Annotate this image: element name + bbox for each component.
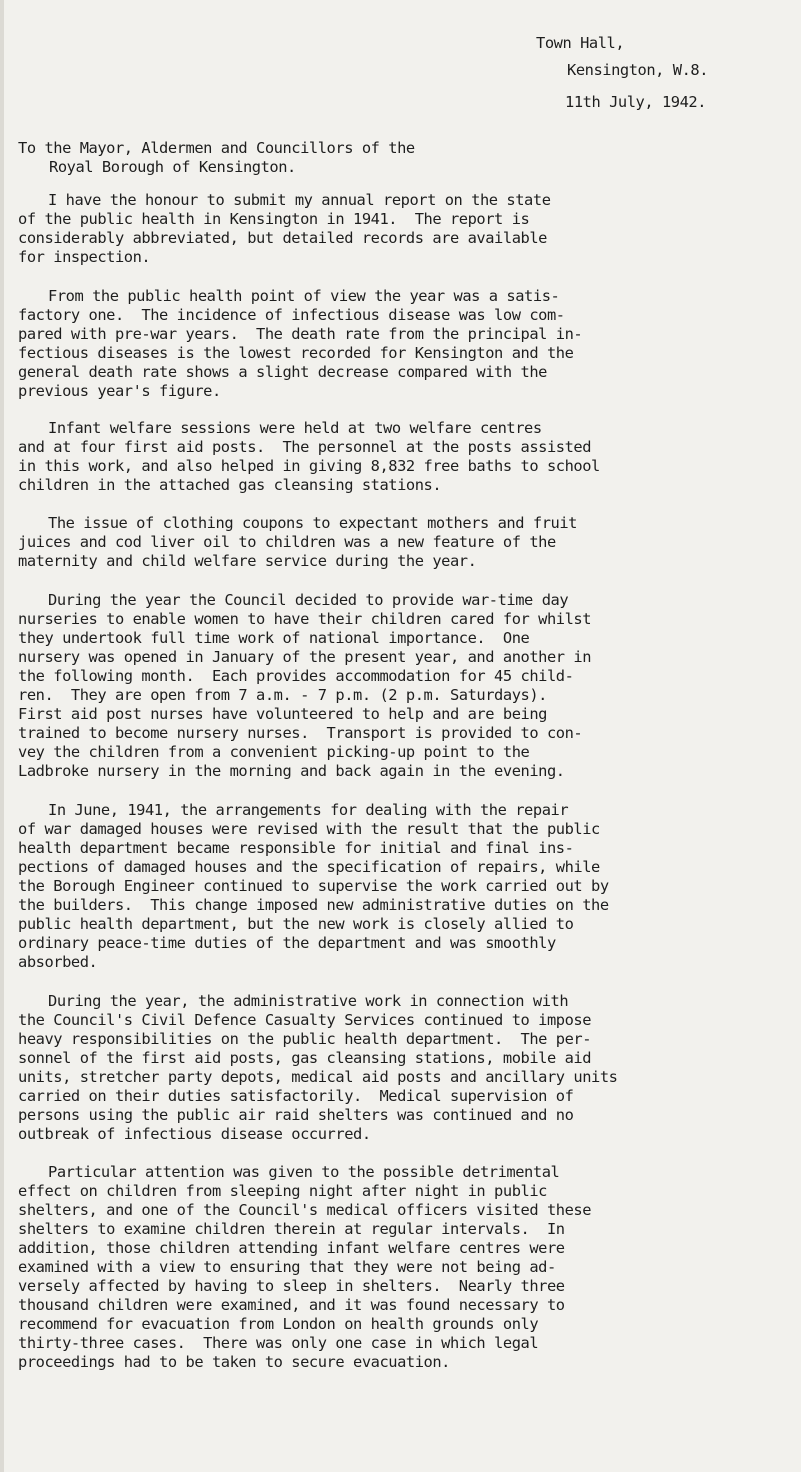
paragraph-3-line-1: Infant welfare sessions were held at two welfare centres <box>48 419 542 437</box>
paragraph-6-line-4: pections of damaged houses and the specification of repairs, while <box>18 858 600 876</box>
paragraph-6-line-5: the Borough Engineer continued to supervise the work carried out by <box>18 877 609 895</box>
paragraph-6-line-6: the builders. This change imposed new administrative duties on the <box>18 896 609 914</box>
paragraph-6-line-3: health department became responsible for initial and final ins- <box>18 839 574 857</box>
paragraph-1-line-2: of the public health in Kensington in 1941. The report is <box>18 210 530 228</box>
paragraph-5-line-1: During the year the Council decided to provide war-time day <box>48 591 569 609</box>
paragraph-7-line-6: carried on their duties satisfactorily. Medical supervision of <box>18 1087 574 1105</box>
paragraph-5-line-3: they undertook full time work of national importance. One <box>18 629 530 647</box>
paragraph-7-line-2: the Council's Civil Defence Casualty Services continued to impose <box>18 1011 592 1029</box>
paragraph-8-line-7: versely affected by having to sleep in shelters. Nearly three <box>18 1277 565 1295</box>
paragraph-5-line-9: vey the children from a convenient picking-up point to the <box>18 743 530 761</box>
paragraph-8-line-3: shelters, and one of the Council's medical officers visited these <box>18 1201 592 1219</box>
paragraph-4-line-2: juices and cod liver oil to children was a new feature of the <box>18 533 556 551</box>
address-line-2: Kensington, W.8. <box>567 61 709 79</box>
paragraph-4-line-1: The issue of clothing coupons to expectant mothers and fruit <box>48 514 577 532</box>
paragraph-2-line-1: From the public health point of view the year was a satis- <box>48 287 560 305</box>
paragraph-8-line-4: shelters to examine children therein at regular intervals. In <box>18 1220 565 1238</box>
paragraph-5-line-5: the following month. Each provides accommodation for 45 child- <box>18 667 574 685</box>
paragraph-5-line-10: Ladbroke nursery in the morning and back again in the evening. <box>18 762 565 780</box>
paragraph-6-line-7: public health department, but the new work is closely allied to <box>18 915 574 933</box>
paragraph-7-line-1: During the year, the administrative work in connection with <box>48 992 569 1010</box>
page-edge <box>0 0 4 1472</box>
paragraph-2-line-6: previous year's figure. <box>18 382 221 400</box>
paragraph-1-line-1: I have the honour to submit my annual report on the state <box>48 191 551 209</box>
paragraph-5-line-2: nurseries to enable women to have their children cared for whilst <box>18 610 592 628</box>
paragraph-3-line-2: and at four first aid posts. The personnel at the posts assisted <box>18 438 592 456</box>
paragraph-6-line-9: absorbed. <box>18 953 98 971</box>
paragraph-8-line-8: thousand children were examined, and it was found necessary to <box>18 1296 565 1314</box>
paragraph-2-line-5: general death rate shows a slight decrease compared with the <box>18 363 547 381</box>
paragraph-5-line-6: ren. They are open from 7 a.m. - 7 p.m. (2 p.m. Saturdays). <box>18 686 547 704</box>
paragraph-2-line-2: factory one. The incidence of infectious disease was low com- <box>18 306 565 324</box>
paragraph-6-line-2: of war damaged houses were revised with the result that the public <box>18 820 600 838</box>
paragraph-5-line-7: First aid post nurses have volunteered to help and are being <box>18 705 547 723</box>
paragraph-4-line-3: maternity and child welfare service during the year. <box>18 552 477 570</box>
paragraph-8-line-1: Particular attention was given to the possible detrimental <box>48 1163 560 1181</box>
paragraph-3-line-4: children in the attached gas cleansing stations. <box>18 476 442 494</box>
paragraph-2-line-3: pared with pre-war years. The death rate from the principal in- <box>18 325 583 343</box>
letter-date: 11th July, 1942. <box>565 93 707 111</box>
paragraph-3-line-3: in this work, and also helped in giving 8,832 free baths to school <box>18 457 600 475</box>
paragraph-1-line-3: considerably abbreviated, but detailed records are available <box>18 229 547 247</box>
paragraph-7-line-5: units, stretcher party depots, medical aid posts and ancillary units <box>18 1068 618 1086</box>
paragraph-8-line-5: addition, those children attending infant welfare centres were <box>18 1239 565 1257</box>
paragraph-8-line-11: proceedings had to be taken to secure evacuation. <box>18 1353 450 1371</box>
paragraph-6-line-1: In June, 1941, the arrangements for dealing with the repair <box>48 801 569 819</box>
paragraph-2-line-4: fectious diseases is the lowest recorded for Kensington and the <box>18 344 574 362</box>
paragraph-8-line-10: thirty-three cases. There was only one case in which legal <box>18 1334 539 1352</box>
paragraph-8-line-6: examined with a view to ensuring that they were not being ad- <box>18 1258 556 1276</box>
paragraph-7-line-7: persons using the public air raid shelters was continued and no <box>18 1106 574 1124</box>
paragraph-8-line-9: recommend for evacuation from London on health grounds only <box>18 1315 539 1333</box>
paragraph-7-line-4: sonnel of the first aid posts, gas cleansing stations, mobile aid <box>18 1049 592 1067</box>
paragraph-5-line-8: trained to become nursery nurses. Transport is provided to con- <box>18 724 583 742</box>
paragraph-7-line-3: heavy responsibilities on the public health department. The per- <box>18 1030 592 1048</box>
paragraph-5-line-4: nursery was opened in January of the present year, and another in <box>18 648 592 666</box>
address-line-1: Town Hall, <box>536 34 625 52</box>
paragraph-8-line-2: effect on children from sleeping night after night in public <box>18 1182 547 1200</box>
paragraph-1-line-4: for inspection. <box>18 248 151 266</box>
paragraph-7-line-8: outbreak of infectious disease occurred. <box>18 1125 371 1143</box>
paragraph-6-line-8: ordinary peace-time duties of the department and was smoothly <box>18 934 556 952</box>
salutation-line-1: To the Mayor, Aldermen and Councillors of the <box>18 139 415 157</box>
salutation-line-2: Royal Borough of Kensington. <box>49 158 296 176</box>
